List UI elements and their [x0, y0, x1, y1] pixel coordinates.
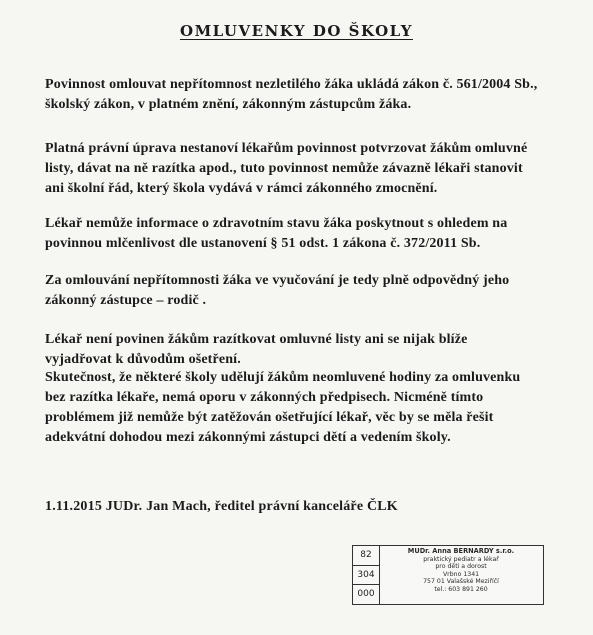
- stamp-number: 82: [360, 550, 372, 560]
- stamp-line: 757 01 Valašské Meziříčí: [423, 578, 499, 585]
- paragraph-responsibility: [45, 271, 580, 311]
- paragraph-line: ani školní řád, který škola vydává v rámci zákonného zmocnění.: [45, 181, 438, 196]
- stamp-line: Vrbno 1341: [442, 570, 480, 578]
- paragraph-doctor-duty: [45, 139, 580, 199]
- paragraph-line: problémem již nemůže být zatěžován ošetřující lékař, věc by se měla řešit: [45, 410, 494, 425]
- paragraph-schools: [45, 368, 580, 448]
- paragraph-line: Lékař nemůže informace o zdravotním stavu žáka poskytnout s ohledem na: [45, 216, 508, 231]
- paragraph-line: bez razítka lékaře, nemá oporu v zákonných předpisech. Nicméně tímto: [45, 390, 484, 405]
- paragraph-line: Povinnost omlouvat nepřítomnost nezletilého žáka ukládá zákon č. 561/2004 Sb.,: [45, 77, 538, 92]
- stamp-number: 304: [357, 570, 375, 580]
- paragraph-line: povinnou mlčenlivost dle ustanovení § 51 odst. 1 zákona č. 372/2011 Sb.: [45, 236, 481, 251]
- document-title: OMLUVENKY DO ŠKOLY: [180, 22, 413, 40]
- stamp-text: [383, 548, 539, 593]
- paragraph-line: Lékař není povinen žákům razítkovat omluvné listy ani se nijak blíže: [45, 332, 468, 347]
- paragraph-line: adekvátní dohodou mezi zákonnými zástupci dětí a vedením školy.: [45, 430, 451, 445]
- stamp-line: praktický pediatr a lékař: [423, 555, 499, 563]
- stamp-divider: [353, 565, 379, 566]
- paragraph-line: zákonný zástupce – rodič .: [45, 293, 207, 308]
- doctor-stamp: [352, 545, 544, 605]
- stamp-number-column: [353, 546, 380, 604]
- paragraph-line: listy, dávat na ně razítka apod., tuto povinnost nemůže závazně lékaři stanovit: [45, 161, 523, 176]
- stamp-line: pro děti a dorost: [435, 563, 487, 570]
- paragraph-line: vyjadřovat k důvodům ošetření.: [45, 352, 241, 367]
- paragraph-no-stamp: [45, 330, 580, 370]
- stamp-number: 000: [357, 589, 375, 599]
- paragraph-line: školský zákon, v platném znění, zákonným zástupcům žáka.: [45, 97, 412, 112]
- signature-line: 1.11.2015 JUDr. Jan Mach, ředitel právní kanceláře ČLK: [45, 499, 398, 514]
- stamp-practice-name: MUDr. Anna BERNARDY s.r.o.: [407, 547, 515, 555]
- paragraph-line: Platná právní úprava nestanoví lékařům povinnost potvrzovat žákům omluvné: [45, 141, 528, 156]
- stamp-line: tel.: 603 891 260: [434, 585, 488, 593]
- paragraph-line: Za omlouvání nepřítomnosti žáka ve vyučování je tedy plně odpovědný jeho: [45, 273, 510, 288]
- paragraph-line: Skutečnost, že některé školy udělují žákům neomluvené hodiny za omluvenku: [45, 370, 521, 385]
- paragraph-confidentiality: [45, 214, 580, 254]
- paragraph-legal-duty: [45, 75, 580, 115]
- stamp-divider: [353, 584, 379, 585]
